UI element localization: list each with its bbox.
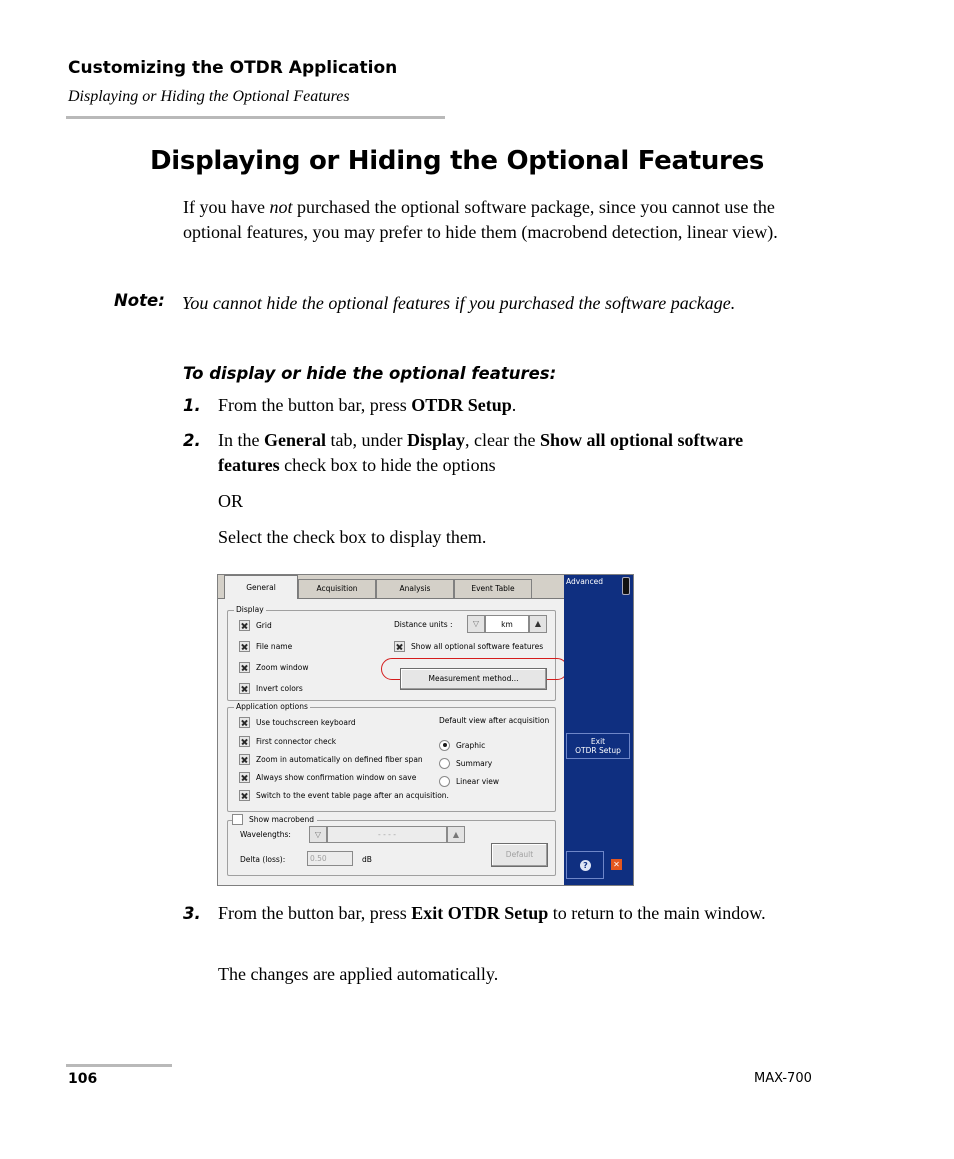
step-2-or: OR	[218, 491, 244, 511]
help-button[interactable]	[566, 851, 604, 879]
summary-radio[interactable]: Summary	[439, 757, 492, 769]
linear-view-radio[interactable]: Linear view	[439, 775, 499, 787]
note-label: Note:	[114, 291, 165, 310]
units-down-button[interactable]	[467, 615, 485, 633]
tab-bar	[218, 575, 564, 598]
tab-analysis[interactable]: Analysis	[376, 579, 454, 598]
step-3-text: From the button bar, press Exit OTDR Setup to return to the main window.	[218, 903, 766, 923]
note-text: You cannot hide the optional features if you purchased the software package.	[182, 293, 736, 313]
wavelengths-field[interactable]: - - - -	[327, 826, 447, 843]
switch-event-table-checkbox[interactable]: Switch to the event table page after an acquisition.	[239, 789, 449, 801]
exit-otdr-setup-button[interactable]: Exit OTDR Setup	[566, 733, 630, 759]
units-up-button[interactable]	[529, 615, 547, 633]
tab-event-table[interactable]: Event Table	[454, 579, 532, 598]
step-1-text: From the button bar, press OTDR Setup.	[218, 395, 517, 415]
help-icon: ?	[580, 860, 591, 871]
delta-unit: dB	[362, 855, 372, 864]
zoom-window-checkbox[interactable]: Zoom window	[239, 661, 308, 673]
delta-loss-field[interactable]: 0.50	[307, 851, 353, 866]
section-title: Displaying or Hiding the Optional Features	[150, 146, 765, 176]
step-2-alt: Select the check box to display them.	[218, 527, 487, 547]
confirm-save-checkbox[interactable]: Always show confirmation window on save	[239, 771, 416, 783]
checkbox-icon	[239, 736, 250, 747]
measurement-method-button[interactable]: Measurement method...	[400, 668, 547, 690]
footer-rule	[66, 1064, 172, 1067]
triangle-down-icon: ▽	[314, 830, 322, 839]
checkbox-icon	[239, 641, 250, 652]
delta-loss-label: Delta (loss):	[240, 855, 286, 864]
checkbox-icon	[239, 754, 250, 765]
triangle-up-icon: ▲	[534, 619, 542, 628]
checkbox-icon	[394, 641, 405, 652]
grid-checkbox[interactable]: Grid	[239, 619, 272, 631]
distance-units-label: Distance units :	[394, 620, 453, 629]
checkbox-icon	[239, 683, 250, 694]
otdr-setup-screenshot	[217, 574, 634, 886]
first-connector-checkbox[interactable]: First connector check	[239, 735, 336, 747]
radio-icon	[439, 740, 450, 751]
running-header-subtitle: Displaying or Hiding the Optional Features	[68, 88, 350, 105]
header-rule	[66, 116, 445, 119]
graphic-radio[interactable]: Graphic	[439, 739, 485, 751]
product-name: MAX-700	[754, 1071, 812, 1086]
step-2-number: 2.	[183, 431, 201, 450]
checkbox-icon	[239, 790, 250, 801]
advanced-label: Advanced	[566, 577, 604, 586]
radio-icon	[439, 758, 450, 769]
checkbox-icon	[232, 814, 243, 825]
intro-paragraph: If you have not purchased the optional software package, since you cannot use the optional features, you may prefer to hide them (macrobend detection, linear view).	[183, 197, 778, 242]
tab-acquisition[interactable]: Acquisition	[298, 579, 376, 598]
file-name-checkbox[interactable]: File name	[239, 640, 292, 652]
checkbox-icon	[239, 662, 250, 673]
battery-icon	[622, 577, 630, 595]
invert-colors-checkbox[interactable]: Invert colors	[239, 682, 303, 694]
checkbox-icon	[239, 717, 250, 728]
wavelength-up-button[interactable]	[447, 826, 465, 843]
running-header-title: Customizing the OTDR Application	[68, 58, 398, 78]
close-icon[interactable]: ✕	[611, 859, 622, 870]
radio-icon	[439, 776, 450, 787]
procedure-title: To display or hide the optional features:	[183, 364, 557, 383]
step-3-result: The changes are applied automatically.	[218, 964, 499, 984]
side-button-bar	[564, 575, 634, 886]
wavelength-down-button[interactable]	[309, 826, 327, 843]
application-options-label: Application options	[236, 702, 308, 711]
step-2-text: In the General tab, under Display, clear the Show all optional software features check box to hide the options	[218, 430, 744, 475]
general-panel	[218, 598, 564, 886]
step-3-number: 3.	[183, 904, 201, 923]
distance-units-field[interactable]: km	[485, 615, 529, 633]
default-view-label: Default view after acquisition	[439, 716, 550, 725]
checkbox-icon	[239, 620, 250, 631]
touchscreen-keyboard-checkbox[interactable]: Use touchscreen keyboard	[239, 716, 356, 728]
checkbox-icon	[239, 772, 250, 783]
triangle-down-icon: ▽	[472, 619, 480, 628]
display-group-label: Display	[236, 605, 264, 614]
page-number: 106	[68, 1071, 98, 1087]
default-button[interactable]: Default	[491, 843, 548, 867]
step-1-number: 1.	[183, 396, 201, 415]
wavelengths-label: Wavelengths:	[240, 830, 291, 839]
show-optional-features-checkbox[interactable]: Show all optional software features	[394, 640, 543, 652]
tab-general[interactable]: General	[224, 575, 298, 599]
auto-zoom-checkbox[interactable]: Zoom in automatically on defined fiber span	[239, 753, 423, 765]
show-macrobend-checkbox[interactable]: Show macrobend	[232, 813, 317, 825]
triangle-up-icon: ▲	[452, 830, 460, 839]
